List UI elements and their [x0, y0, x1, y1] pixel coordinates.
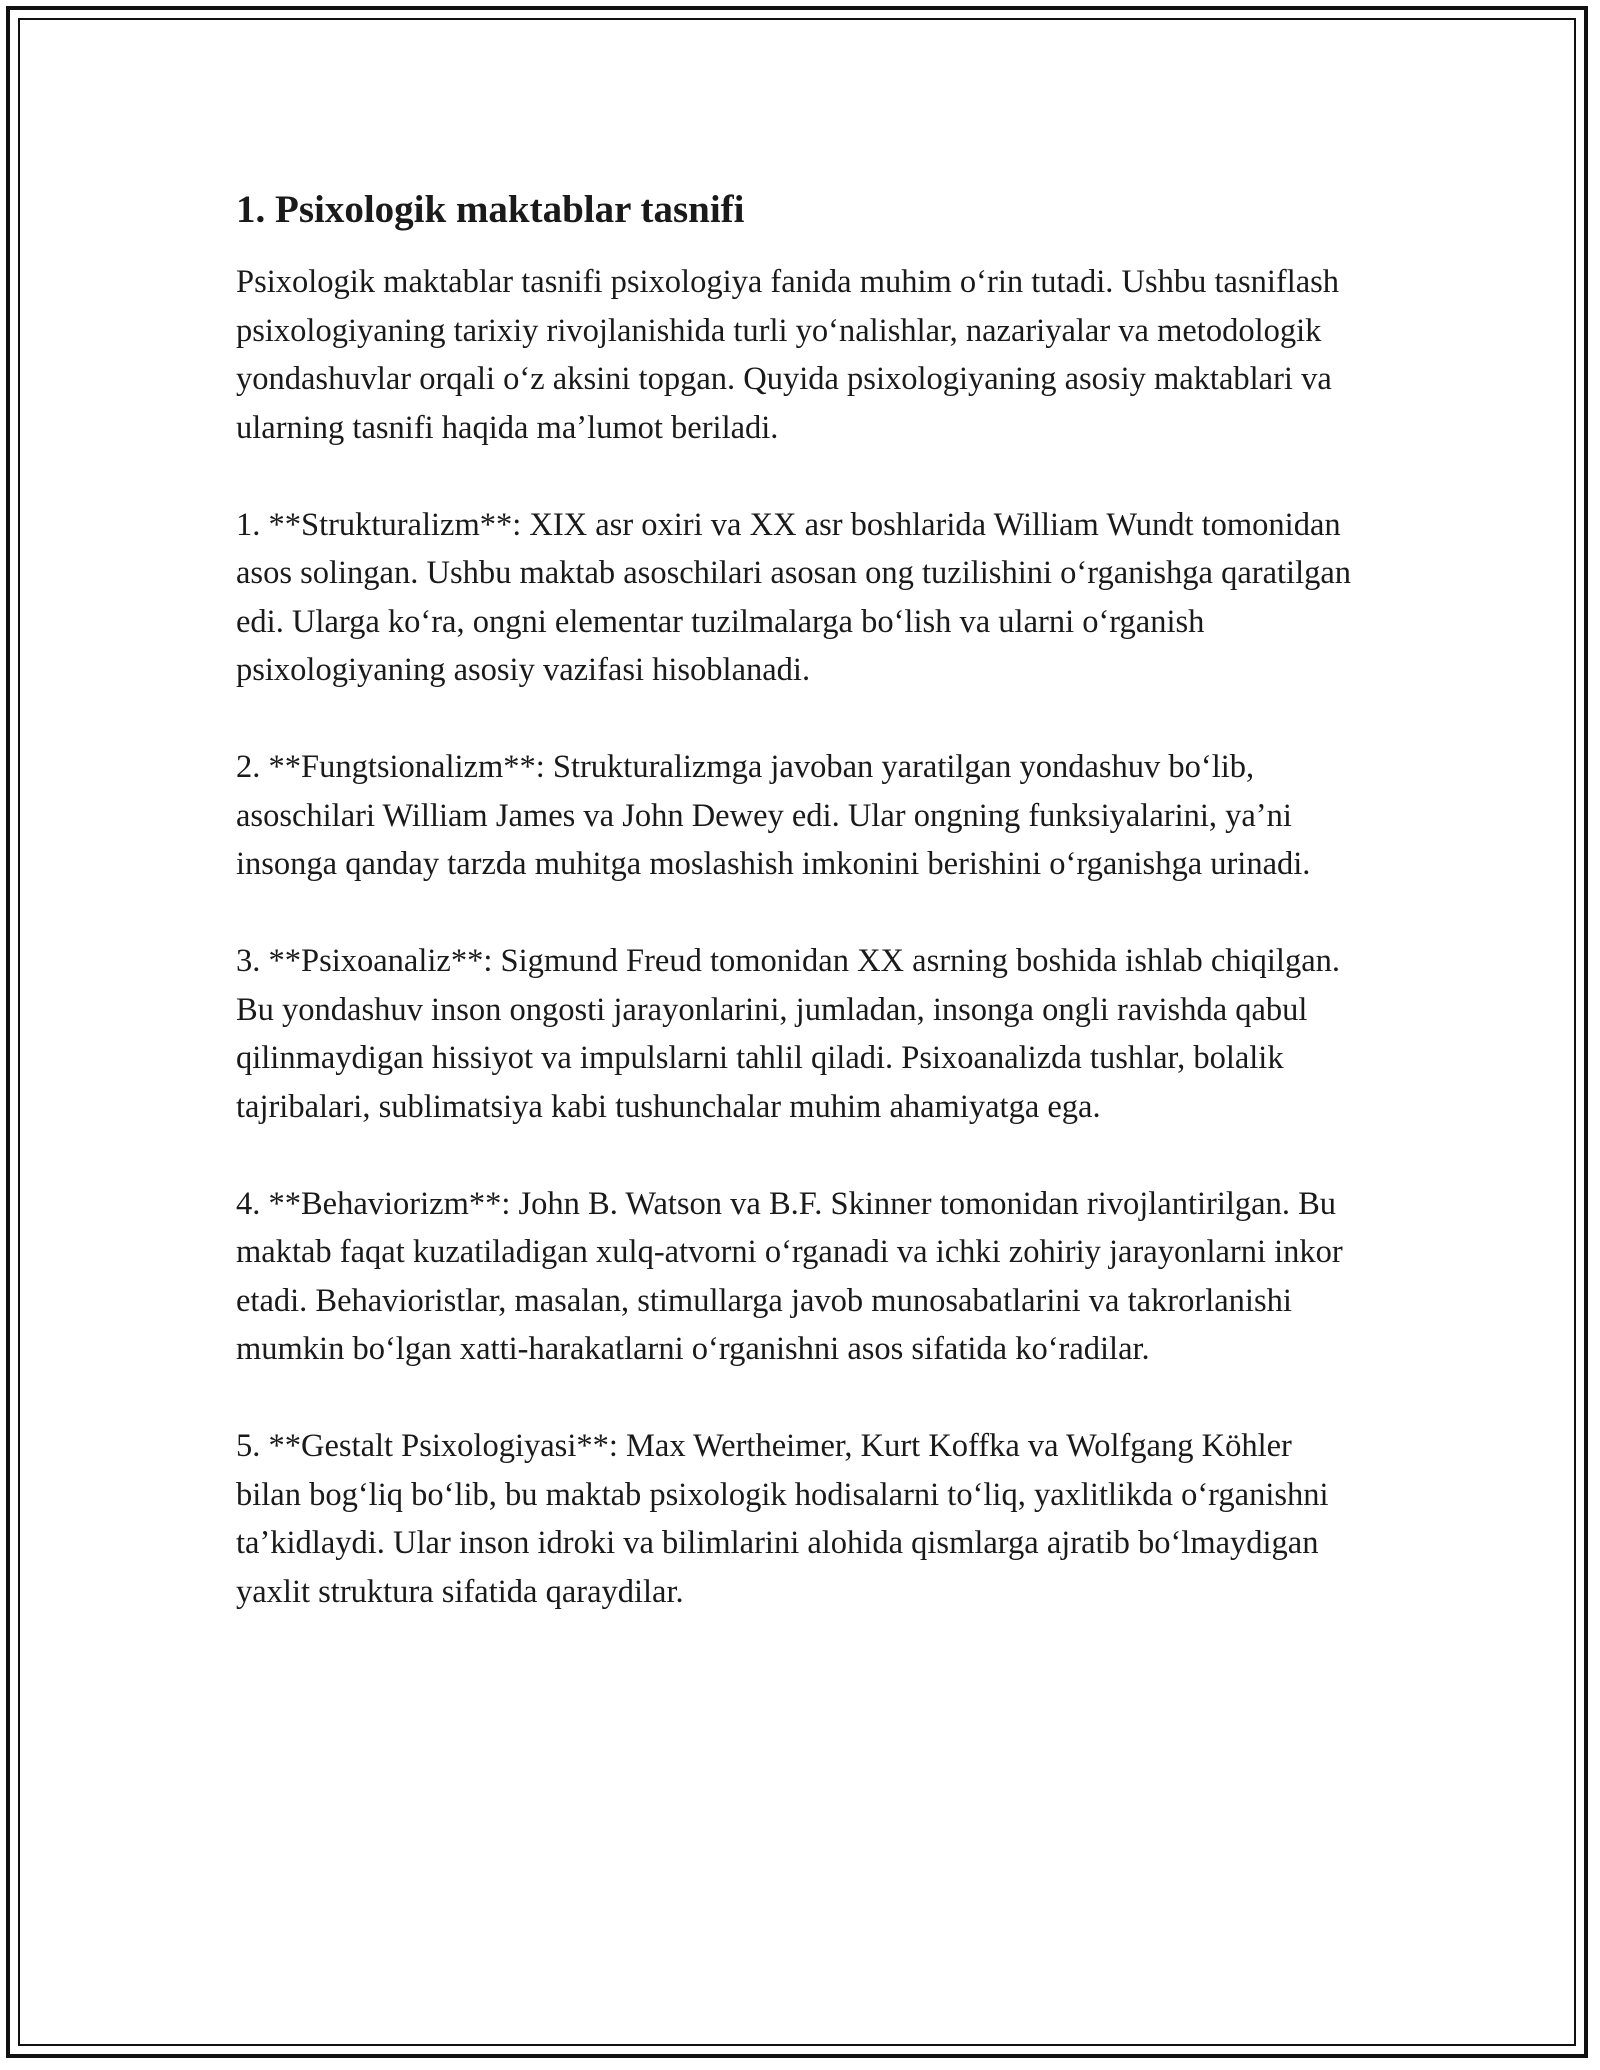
paragraph-fungtsionalizm: 2. **Fungtsionalizm**: Strukturalizmga javoban yaratilgan yondashuv boʻlib, asoschilari William James va John Dewey edi. Ular ongning funksiyalarini, yaʼni insonga qanday tarzda muhitga moslashish imkonini berishini oʻrganishga urinadi. [236, 749, 1311, 882]
paragraph-strukturalizm: 1. **Strukturalizm**: XIX asr oxiri va XX asr boshlarida William Wundt tomonidan asos solingan. Ushbu maktab asoschilari asosan ong tuzilishini oʻrganishga qaratilgan edi. Ularga koʻra, ongni elementar tuzilmalarga boʻlish va ularni oʻrganish psixologiyaning asosiy vazifasi hisoblanadi. [236, 506, 1352, 688]
intro-paragraph: Psixologik maktablar tasnifi psixologiya fanida muhim oʻrin tutadi. Ushbu tasniflash psixologiyaning tarixiy rivojlanishida turli yoʻnalishlar, nazariyalar va metodologik yondashuvlar orqali oʻz aksini topgan. Quyida psixologiyaning asosiy maktablari va ularning tasnifi haqida maʼlumot beriladi. [236, 264, 1340, 446]
paragraph-behaviorizm: 4. **Behaviorizm**: John B. Watson va B.F. Skinner tomonidan rivojlantirilgan. Bu maktab faqat kuzatiladigan xulq-atvorni oʻrganadi va ichki zohiriy jarayonlarni inkor etadi. Behavioristlar, masalan, stimullarga javob munosabatlarini va takrorlanishi mumkin boʻlgan xatti-harakatlarni oʻrganishni asos sifatida koʻradilar. [236, 1185, 1343, 1367]
document-title: 1. Psixologik maktablar tasnifi [236, 188, 745, 231]
paragraph-psixoanaliz: 3. **Psixoanaliz**: Sigmund Freud tomonidan XX asrning boshida ishlab chiqilgan. Bu yondashuv inson ongosti jarayonlarini, jumladan, insonga ongli ravishda qabul qilinmaydigan hissiyot va impulslarni tahlil qiladi. Psixoanalizda tushlar, bolalik tajribalari, sublimatsiya kabi tushunchalar muhim ahamiyatga ega. [236, 943, 1341, 1125]
paragraph-gestalt: 5. **Gestalt Psixologiyasi**: Max Wertheimer, Kurt Koffka va Wolfgang Köhler bilan bogʻliq boʻlib, bu maktab psixologik hodisalarni toʻliq, yaxlitlikda oʻrganishni taʼkidlaydi. Ular inson idroki va bilimlarini alohida qismlarga ajratib boʻlmaydigan yaxlit struktura sifatida qaraydilar. [236, 1428, 1329, 1610]
document-body [236, 186, 1356, 1665]
